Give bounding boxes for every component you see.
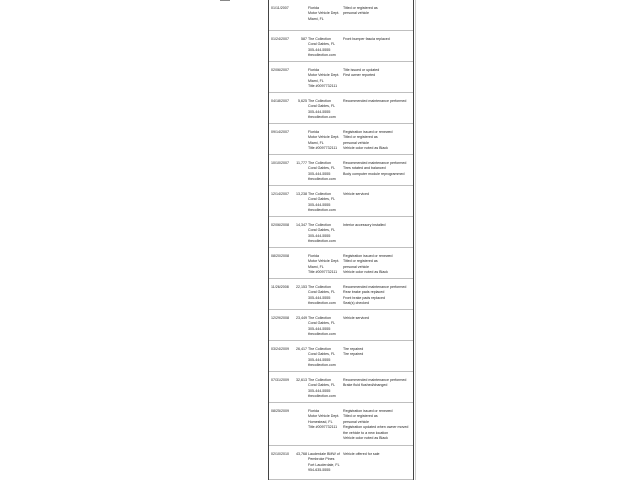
- record-date: 08/20/2008: [271, 254, 289, 258]
- record-details: [343, 99, 413, 104]
- record-source-line: Miami, FL: [308, 264, 324, 269]
- record-details-line: personal vehicle: [343, 140, 369, 145]
- record-source-line: Title #0097732111: [308, 146, 338, 151]
- table-right-border: [413, 0, 414, 480]
- record-source: [308, 68, 341, 90]
- record-details: [343, 378, 413, 389]
- record-date: 12/29/2008: [271, 316, 289, 320]
- record-source-line: The Collection: [308, 347, 331, 351]
- record-details-line: Vehicle color noted as Black: [343, 270, 388, 275]
- record-source-line: Homestead, FL: [308, 419, 333, 424]
- table-row: [268, 446, 414, 480]
- table-row: [268, 0, 414, 31]
- record-source: [308, 452, 341, 474]
- record-source-line: Florida: [308, 409, 319, 413]
- record-details: [343, 68, 413, 79]
- record-source-line: 305-444-5555: [308, 109, 331, 114]
- record-date: 01/11/2007: [271, 6, 289, 10]
- table-left-border: [268, 0, 269, 480]
- record-source-line: Fort Lauderdale, FL: [308, 462, 340, 467]
- record-source-line: thecollection.com: [308, 208, 336, 213]
- record-details-line: Vehicle color noted as Black: [343, 146, 388, 151]
- record-details-line: Tire repaired: [343, 347, 364, 351]
- record-details: [343, 161, 413, 177]
- record-source-line: Coral Gables, FL: [308, 321, 336, 326]
- record-details: [343, 347, 413, 358]
- record-mileage: 43,768: [296, 452, 307, 456]
- record-source-line: thecollection.com: [308, 332, 336, 337]
- record-source-line: Motor Vehicle Dept.: [308, 73, 340, 78]
- record-source-line: Coral Gables, FL: [308, 352, 336, 357]
- record-details-line: personal vehicle: [343, 264, 369, 269]
- record-source-line: The Collection: [308, 316, 331, 320]
- record-source: [308, 378, 341, 400]
- record-details-line: Title issued or updated: [343, 68, 380, 72]
- record-source-line: Motor Vehicle Dept.: [308, 414, 340, 419]
- record-source-line: The Collection: [308, 192, 331, 196]
- record-details: [343, 192, 413, 197]
- table-row: [268, 372, 414, 403]
- record-date: 04/18/2007: [271, 99, 289, 103]
- record-details-line: Vehicle color noted as Black: [343, 436, 388, 441]
- record-mileage: 32,613: [296, 378, 307, 382]
- record-source-line: Coral Gables, FL: [308, 290, 336, 295]
- record-details-line: Registration issued or renewed: [343, 409, 393, 413]
- record-date: 08/25/2009: [271, 409, 289, 413]
- record-details-line: Registration issued or renewed: [343, 130, 393, 134]
- record-date: 09/14/2007: [271, 130, 289, 134]
- record-source-line: Motor Vehicle Dept.: [308, 259, 340, 264]
- record-details-line: Brake fluid flushed/changed: [343, 383, 388, 388]
- record-date: 11/26/2008: [271, 285, 289, 289]
- record-source-line: Lauderdale BMW of: [308, 452, 340, 456]
- record-source-line: 305-444-5555: [308, 47, 331, 52]
- vehicle-history-table: [268, 0, 414, 480]
- record-mileage: 11,777: [296, 161, 307, 165]
- record-source-line: The Collection: [308, 161, 331, 165]
- record-details-line: Tires rotated and balanced: [343, 166, 386, 171]
- record-mileage: 23,449: [296, 316, 307, 320]
- record-source-line: 305-444-5555: [308, 326, 331, 331]
- table-row: [268, 341, 414, 372]
- record-source-line: Title #0097732111: [308, 270, 338, 275]
- record-details-line: Recommended maintenance performed: [343, 285, 407, 289]
- record-source: [308, 99, 341, 121]
- record-date: 10/10/2007: [271, 161, 289, 165]
- record-source-line: Coral Gables, FL: [308, 166, 336, 171]
- record-source-line: Florida: [308, 254, 319, 258]
- table-row: [268, 279, 414, 310]
- table-row: [268, 31, 414, 62]
- record-source: [308, 347, 341, 369]
- record-source-line: The Collection: [308, 223, 331, 227]
- record-mileage: 5,625: [298, 99, 307, 103]
- record-details-line: First owner reported: [343, 73, 376, 78]
- record-date: 07/31/2009: [271, 378, 289, 382]
- record-source-line: 305-444-5555: [308, 295, 331, 300]
- record-source: [308, 6, 341, 22]
- record-source-line: Florida: [308, 68, 319, 72]
- record-details-line: Titled or registered as: [343, 414, 378, 419]
- record-source-line: 305-444-5555: [308, 388, 331, 393]
- table-row: [268, 248, 414, 279]
- record-details-line: Titled or registered as: [343, 6, 378, 10]
- record-source-line: thecollection.com: [308, 177, 336, 182]
- record-details-line: Registration updated when owner moved: [343, 425, 409, 430]
- record-details-line: Rear brake pads replaced: [343, 290, 385, 295]
- record-source: [308, 130, 341, 152]
- record-source-line: 305-444-5555: [308, 202, 331, 207]
- record-source-line: The Collection: [308, 378, 331, 382]
- record-source-line: Pembroke Pines: [308, 457, 335, 462]
- record-details: [343, 254, 413, 276]
- record-source-line: The Collection: [308, 285, 331, 289]
- record-source: [308, 254, 341, 276]
- record-source-line: Coral Gables, FL: [308, 228, 336, 233]
- page-edge: [415, 0, 416, 480]
- record-details-line: Vehicle serviced: [343, 192, 369, 196]
- record-source-line: Miami, FL: [308, 140, 324, 145]
- record-date: 02/06/2007: [271, 68, 289, 72]
- record-date: 01/24/2007: [271, 37, 289, 41]
- record-source: [308, 285, 341, 307]
- record-source-line: Miami, FL: [308, 78, 324, 83]
- record-details-line: Interior accessory installed: [343, 223, 386, 227]
- record-details: [343, 6, 413, 17]
- record-source-line: Title #0097732111: [308, 425, 338, 430]
- record-details: [343, 223, 413, 228]
- record-mileage: 13,238: [296, 192, 307, 196]
- record-source-line: 954-635-5555: [308, 468, 331, 473]
- record-source-line: thecollection.com: [308, 301, 336, 306]
- record-details-line: Registration issued or renewed: [343, 254, 393, 258]
- record-details-line: Front bumper fascia replaced: [343, 37, 390, 41]
- record-details: [343, 285, 413, 307]
- record-details: [343, 37, 413, 42]
- record-details-line: Recommended maintenance performed: [343, 99, 407, 103]
- record-source-line: 305-444-5555: [308, 171, 331, 176]
- table-row: [268, 124, 414, 155]
- record-source-line: Coral Gables, FL: [308, 104, 336, 109]
- record-source-line: Coral Gables, FL: [308, 42, 336, 47]
- record-source-line: Florida: [308, 6, 319, 10]
- record-mileage: 587: [301, 37, 307, 41]
- record-source-line: thecollection.com: [308, 115, 336, 120]
- record-source-line: Coral Gables, FL: [308, 197, 336, 202]
- record-source-line: Florida: [308, 130, 319, 134]
- record-source-line: 305-444-5555: [308, 357, 331, 362]
- record-details: [343, 316, 413, 321]
- table-row: [268, 155, 414, 186]
- record-source: [308, 409, 341, 431]
- record-details-line: personal vehicle: [343, 11, 369, 16]
- record-source-line: thecollection.com: [308, 239, 336, 244]
- record-source-line: thecollection.com: [308, 363, 336, 368]
- record-details-line: the vehicle to a new location: [343, 430, 389, 435]
- table-row: [268, 310, 414, 341]
- table-row: [268, 62, 414, 93]
- record-details: [343, 452, 413, 457]
- table-row: [268, 217, 414, 248]
- record-source: [308, 37, 341, 59]
- record-source-line: Coral Gables, FL: [308, 383, 336, 388]
- record-details-line: Vehicle offered for sale: [343, 452, 380, 456]
- record-source-line: Title #0097732111: [308, 84, 338, 89]
- record-source-line: Motor Vehicle Dept.: [308, 135, 340, 140]
- record-details-line: personal vehicle: [343, 419, 369, 424]
- record-source: [308, 223, 341, 245]
- record-source: [308, 192, 341, 214]
- record-mileage: 14,347: [296, 223, 307, 227]
- record-details-line: Recommended maintenance performed: [343, 378, 407, 382]
- record-details-line: Body computer module reprogrammed: [343, 171, 405, 176]
- record-source: [308, 316, 341, 338]
- record-source-line: Miami, FL: [308, 16, 324, 21]
- record-source-line: thecollection.com: [308, 53, 336, 58]
- record-mileage: 22,153: [296, 285, 307, 289]
- record-date: 03/24/2009: [271, 347, 289, 351]
- record-details-line: Front brake pads replaced: [343, 295, 385, 300]
- record-source-line: 305-444-5555: [308, 233, 331, 238]
- record-date: 02/10/2010: [271, 452, 289, 456]
- record-source-line: The Collection: [308, 99, 331, 103]
- record-mileage: 26,417: [296, 347, 307, 351]
- record-source: [308, 161, 341, 183]
- record-source-line: thecollection.com: [308, 394, 336, 399]
- table-row: [268, 186, 414, 217]
- table-row: [268, 403, 414, 446]
- record-details-line: Recommended maintenance performed: [343, 161, 407, 165]
- record-date: 02/06/2008: [271, 223, 289, 227]
- record-details-line: Vehicle serviced: [343, 316, 369, 320]
- record-details-line: Seat(s) checked: [343, 301, 369, 306]
- record-details-line: Titled or registered as: [343, 135, 378, 140]
- scan-mark: [220, 0, 230, 1]
- record-date: 12/14/2007: [271, 192, 289, 196]
- record-source-line: The Collection: [308, 37, 331, 41]
- table-row: [268, 93, 414, 124]
- record-details: [343, 409, 413, 441]
- record-source-line: Motor Vehicle Dept.: [308, 11, 340, 16]
- record-details-line: Titled or registered as: [343, 259, 378, 264]
- record-details-line: Tire repaired: [343, 352, 364, 357]
- record-details: [343, 130, 413, 152]
